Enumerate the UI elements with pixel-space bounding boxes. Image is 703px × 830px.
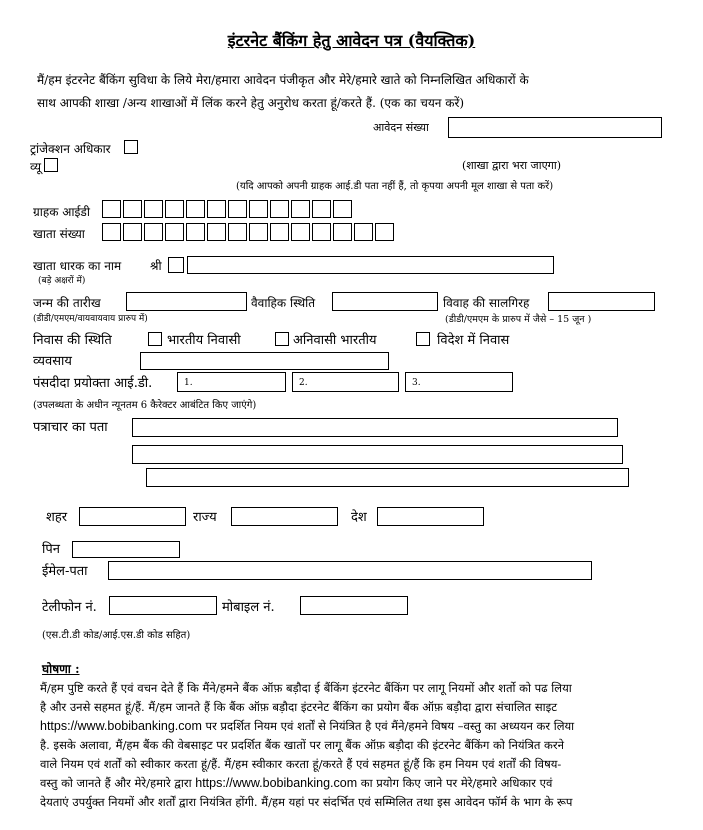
state-label: राज्य [193, 510, 217, 525]
user-id-option-1-number: 1. [184, 378, 193, 388]
nri-checkbox[interactable] [275, 332, 289, 346]
intro-line-2: साथ आपकी शाखा /अन्य शाखाओं में लिंक करने हेतु अनुरोध करता हूं/करते हैं. (एक का चयन करें) [37, 96, 465, 110]
branch-fill-note: (शाखा द्वारा भरा जाएगा) [462, 159, 561, 172]
view-label: व्यू [30, 160, 42, 174]
state-field[interactable] [231, 507, 338, 526]
dob-field[interactable] [126, 292, 247, 311]
account-holder-label: खाता धारक का नाम [33, 259, 122, 273]
telephone-field[interactable] [109, 596, 217, 615]
marital-status-field[interactable] [332, 292, 438, 311]
std-note: (एस.टी.डी कोड/आई.एस.डी कोड सहित) [42, 630, 191, 641]
preferred-user-id-label: पंसदीदा प्रयोक्ता आई.डी. [33, 376, 153, 391]
declaration-line-7: देयताएं उपर्युक्त नियमों और शर्तों द्वारा नियंत्रित होंगी. मैं/हम यहां पर संदर्भित एवं सम्मिलित तथा इस आवेदन फॉर्म के भाग के रूप [40, 795, 573, 809]
email-label: ईमेल-पता [42, 564, 88, 579]
email-field[interactable] [108, 561, 592, 580]
account-number-label: खाता संख्या [33, 227, 85, 241]
shri-label: श्री [150, 259, 162, 273]
customer-id-label: ग्राहक आईडी [33, 205, 90, 219]
pin-field[interactable] [72, 541, 180, 558]
address-line-2-field[interactable] [132, 445, 623, 464]
declaration-line-1: मैं/हम पुष्टि करते हैं एवं वचन देते हैं कि मैंने/हमने बैंक ऑफ़ बड़ौदा ई बैंकिंग इंटरनेट बैंकिंग पर लागू नियमों और शर्तो को पढ लिया [40, 681, 572, 695]
application-number-label: आवेदन संख्या [373, 121, 429, 134]
country-field[interactable] [377, 507, 484, 526]
pin-label: पिन [42, 542, 60, 557]
city-field[interactable] [79, 507, 186, 526]
address-label: पत्राचार का पता [33, 420, 108, 435]
mobile-label: मोबाइल नं. [222, 600, 275, 615]
declaration-line-3-rest: पर प्रदर्शित नियम एवं शर्तों से नियंत्रित है एवं मैंने/हमने विषय –वस्तु का अध्ययन कर लिया [201, 719, 575, 733]
user-id-option-3-number: 3. [412, 378, 421, 388]
capital-letters-note: (बड़े अक्षरों में) [38, 276, 86, 286]
declaration-line-2: है और उनसे सहमत हूं/हैं. मैं/हम जानते हैं कि बैंक ऑफ़ बड़ौदा इंटरनेट बैंकिंग का प्रयोग बैंक ऑफ़ बड़ौदा द्वारा संचालित साइट [40, 700, 558, 714]
user-id-option-1-field[interactable] [177, 372, 286, 392]
abroad-label: विदेश में निवास [437, 333, 510, 348]
intro-line-1: मैं/हम इंटरनेट बैंकिंग सुविधा के लिये मेरा/हमारा आवेदन पंजीकृत और मेरे/हमारे खाते को निम्नलिखित अधिकारों के [37, 73, 529, 87]
anniversary-label: विवाह की सालगिरह [443, 296, 530, 310]
occupation-field[interactable] [140, 352, 389, 370]
bobibanking-link-1[interactable]: https://www.bobibanking.com [40, 719, 202, 733]
transaction-rights-checkbox[interactable] [124, 140, 138, 154]
declaration-line-4: है. इसके अलावा, मैं/हम बैंक की वेबसाइट पर प्रदर्शित बैंक खातों पर लागू बैंक ऑफ़ बड़ौदा की इंटरनेट बैंकिंग को नियंत्रित करने [40, 738, 564, 752]
country-label: देश [351, 510, 367, 525]
marital-status-label: वैवाहिक स्थिति [251, 296, 316, 310]
occupation-label: व्यवसाय [33, 354, 72, 369]
resident-indian-checkbox[interactable] [148, 332, 162, 346]
declaration-line-6-start: वस्तु को जानते हैं और मेरे/हमारे द्वारा [40, 776, 196, 790]
user-id-option-2-field[interactable] [292, 372, 399, 392]
dob-format-note: (डीडी/एमएम/वायवायवाय प्रारुप में) [33, 314, 148, 324]
city-label: शहर [46, 510, 68, 525]
dob-label: जन्म की तारीख [33, 296, 101, 310]
telephone-label: टेलीफोन नं. [42, 600, 97, 615]
transaction-rights-label: ट्रांजेक्शन अधिकार [30, 142, 111, 156]
bobibanking-link-2[interactable]: https://www.bobibanking.com [195, 776, 358, 790]
residence-status-label: निवास की स्थिति [33, 333, 112, 348]
declaration-heading: घोषणा : [42, 662, 80, 676]
shri-checkbox[interactable] [168, 257, 184, 273]
form-title: इंटरनेट बैंकिंग हेतु आवेदन पत्र (वैयक्तिक) [227, 31, 476, 50]
anniversary-field[interactable] [548, 292, 655, 311]
declaration-line-6-end: का प्रयोग किए जाने पर मेरे/हमारे अधिकार एवं [357, 776, 553, 790]
declaration-text [40, 679, 670, 812]
mobile-field[interactable] [300, 596, 408, 615]
application-number-field[interactable] [448, 117, 662, 138]
customer-id-note: (यदि आपको अपनी ग्राहक आई.डी पता नहीं हैं, तो कृपया अपनी मूल शाखा से पता करें) [236, 181, 554, 192]
user-id-option-2-number: 2. [299, 378, 308, 388]
account-number-grid[interactable] [102, 223, 396, 241]
anniversary-format-note: (डीडी/एमएम के प्रारुप में जैसे – 15 जून ) [445, 314, 592, 325]
abroad-checkbox[interactable] [416, 332, 430, 346]
declaration-line-6 [40, 774, 670, 793]
account-holder-name-field[interactable] [187, 256, 554, 274]
view-checkbox[interactable] [44, 158, 58, 172]
address-line-3-field[interactable] [146, 468, 629, 487]
resident-indian-label: भारतीय निवासी [167, 333, 241, 348]
address-line-1-field[interactable] [132, 418, 618, 437]
user-id-note: (उपलब्धता के अधीन न्यूनतम 6 कैरेक्टर आबंटित किए जाएंगे) [33, 400, 257, 411]
customer-id-grid[interactable] [102, 200, 354, 218]
user-id-option-3-field[interactable] [405, 372, 513, 392]
declaration-line-3 [40, 717, 670, 736]
declaration-line-5: वाले नियम एवं शर्तों को स्वीकार करता हूं/हैं. मैं/हम स्वीकार करता हूं/करते हैं एवं सहमत हूं/हैं कि हम नियम एवं शर्तों की विषय- [40, 757, 562, 771]
nri-label: अनिवासी भारतीय [293, 333, 377, 348]
